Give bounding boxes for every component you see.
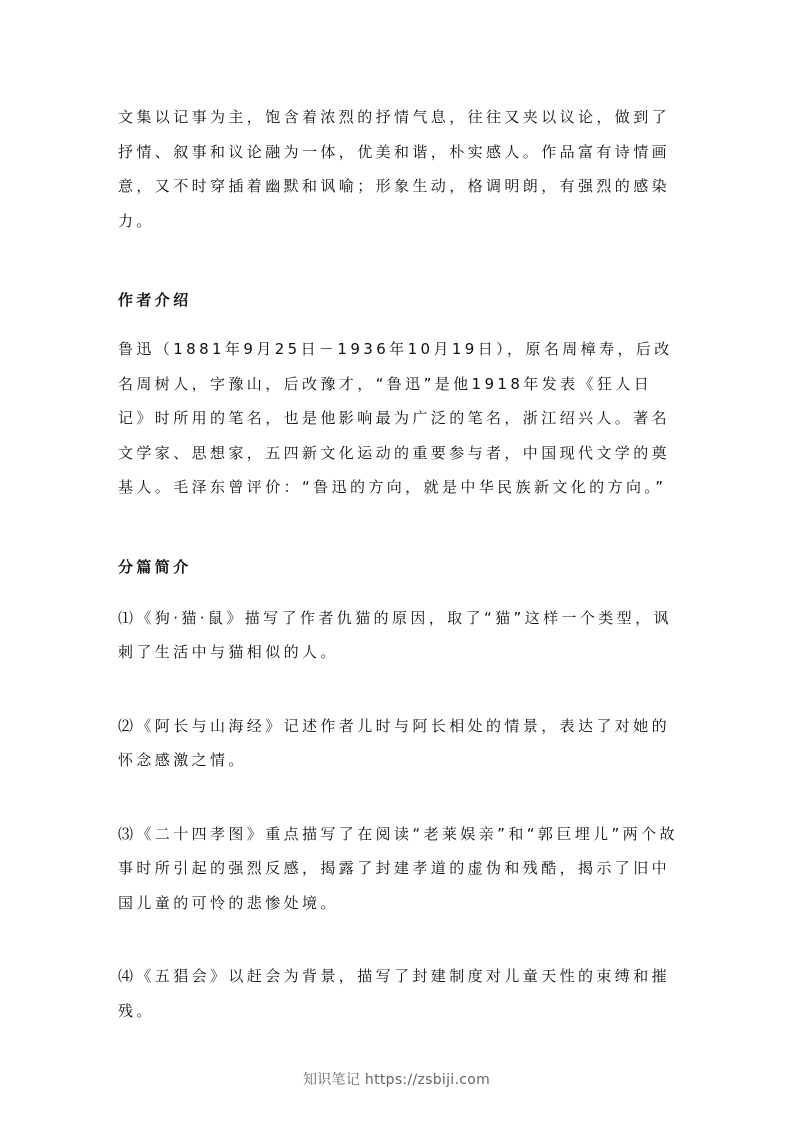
section-item-1: ⑴《狗·猫·鼠》描写了作者仇猫的原因，取了“猫”这样一个类型，讽刺了生活中与猫相似的人。	[118, 608, 672, 661]
section-item-3: ⑶《二十四孝图》重点描写了在阅读“老莱娱亲”和“郭巨埋儿”两个故事时所引起的强烈反感，揭露了封建孝道的虚伪和残酷，揭示了旧中国儿童的可怜的悲惨处境。	[118, 824, 678, 912]
footer-watermark: 知识笔记 https://zsbiji.com	[302, 1072, 491, 1088]
intro-paragraph: 文集以记事为主，饱含着浓烈的抒情气息，往往又夹以议论，做到了抒情、叙事和议论融为一体，优美和谐，朴实感人。作品富有诗情画意，又不时穿插着幽默和讽喻；形象生动，格调明朗，有强烈的感染力。	[118, 108, 671, 230]
sections-heading: 分篇简介	[118, 557, 192, 576]
section-item-4: ⑷《五猖会》以赶会为背景，描写了封建制度对儿童天性的束缚和摧残。	[118, 967, 671, 1020]
section-item-2: ⑵《阿长与山海经》记述作者儿时与阿长相处的情景，表达了对她的怀念感激之情。	[118, 716, 671, 769]
author-heading: 作者介绍	[118, 291, 192, 309]
document-content	[118, 100, 678, 1028]
author-paragraph: 鲁迅（1881年9月25日－1936年10月19日），原名周樟寿，后改名周树人，字豫山，后改豫才，“鲁迅”是他1918年发表《狂人日记》时所用的笔名，也是他影响最为广泛的笔名，浙江绍兴人。著名文学家、思想家，五四新文化运动的重要参与者，中国现代文学的奠基人。毛泽东曾评价：“鲁迅的方向，就是中华民族新文化的方向。”	[118, 340, 673, 496]
